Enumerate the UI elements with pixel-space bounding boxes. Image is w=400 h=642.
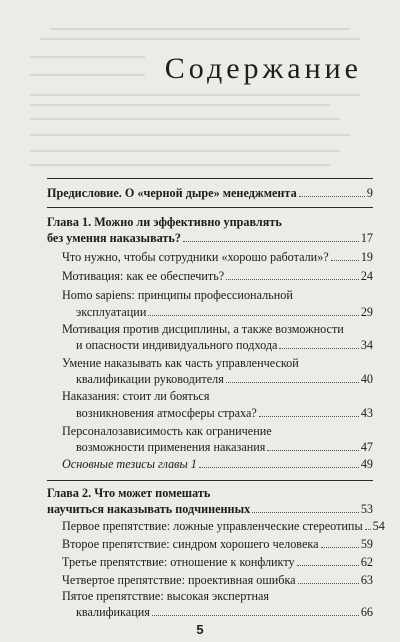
- toc-chapter-2-line1[interactable]: Глава 2. Что может помешать: [47, 486, 211, 500]
- dot-leader: [321, 537, 359, 548]
- toc-entry-line1[interactable]: Пятое препятствие: высокая экспертная: [62, 589, 269, 603]
- toc-entry[interactable]: квалификации руководителя 40: [76, 372, 373, 386]
- toc-entry[interactable]: возникновения атмосферы страха? 43: [76, 406, 373, 420]
- dot-leader: [279, 338, 358, 349]
- toc-entry-line1[interactable]: Наказания: стоит ли бояться: [62, 389, 210, 403]
- toc-entry-summary[interactable]: Основные тезисы главы 1 49: [62, 457, 373, 471]
- toc-entry[interactable]: и опасности индивидуального подхода 34: [76, 338, 373, 352]
- dot-leader: [252, 502, 359, 513]
- toc-entry[interactable]: квалификация 66: [76, 605, 373, 619]
- dot-leader: [365, 519, 371, 530]
- section-rule: [47, 207, 373, 208]
- dot-leader: [299, 186, 365, 197]
- dot-leader: [152, 605, 359, 616]
- dot-leader: [183, 231, 359, 242]
- page-title: Содержание: [164, 52, 362, 85]
- toc-entry[interactable]: Что нужно, чтобы сотрудники «хорошо работали»? 19: [62, 250, 373, 264]
- dot-leader: [226, 269, 359, 280]
- toc-chapter-2[interactable]: научиться наказывать подчиненных 53: [47, 502, 373, 516]
- dot-leader: [259, 406, 359, 417]
- toc-entry[interactable]: Третье препятствие: отношение к конфликту 62: [62, 555, 373, 569]
- dot-leader: [267, 440, 358, 451]
- bleed-through-text: [0, 0, 400, 190]
- dot-leader: [226, 372, 359, 383]
- toc-entry[interactable]: Второе препятствие: синдром хорошего человека 59: [62, 537, 373, 551]
- section-rule: [47, 480, 373, 481]
- page-number: 5: [196, 622, 204, 637]
- dot-leader: [148, 305, 358, 316]
- toc-entry-line1[interactable]: Homo sapiens: принципы профессиональной: [62, 288, 293, 302]
- toc-chapter-1-line1[interactable]: Глава 1. Можно ли эффективно управлять: [47, 215, 282, 229]
- toc-entry[interactable]: Четвертое препятствие: проективная ошибка 63: [62, 573, 373, 587]
- toc-entry[interactable]: эксплуатации 29: [76, 305, 373, 319]
- dot-leader: [297, 555, 359, 566]
- toc-chapter-1[interactable]: без умения наказывать? 17: [47, 231, 373, 245]
- toc-entry-line1[interactable]: Мотивация против дисциплины, а также возможности: [62, 322, 344, 336]
- toc-entry[interactable]: Мотивация: как ее обеспечить? 24: [62, 269, 373, 283]
- section-rule: [47, 178, 373, 179]
- toc-entry-line1[interactable]: Умение наказывать как часть управленческой: [62, 356, 299, 370]
- dot-leader: [298, 573, 359, 584]
- dot-leader: [199, 457, 359, 468]
- toc-entry-preface[interactable]: Предисловие. О «черной дыре» менеджмента 9: [47, 186, 373, 200]
- toc-entry-line1[interactable]: Персоналозависимость как ограничение: [62, 424, 272, 438]
- toc-entry[interactable]: Первое препятствие: ложные управленческие стереотипы 54: [62, 519, 385, 533]
- toc-entry[interactable]: возможности применения наказания 47: [76, 440, 373, 454]
- dot-leader: [331, 250, 359, 261]
